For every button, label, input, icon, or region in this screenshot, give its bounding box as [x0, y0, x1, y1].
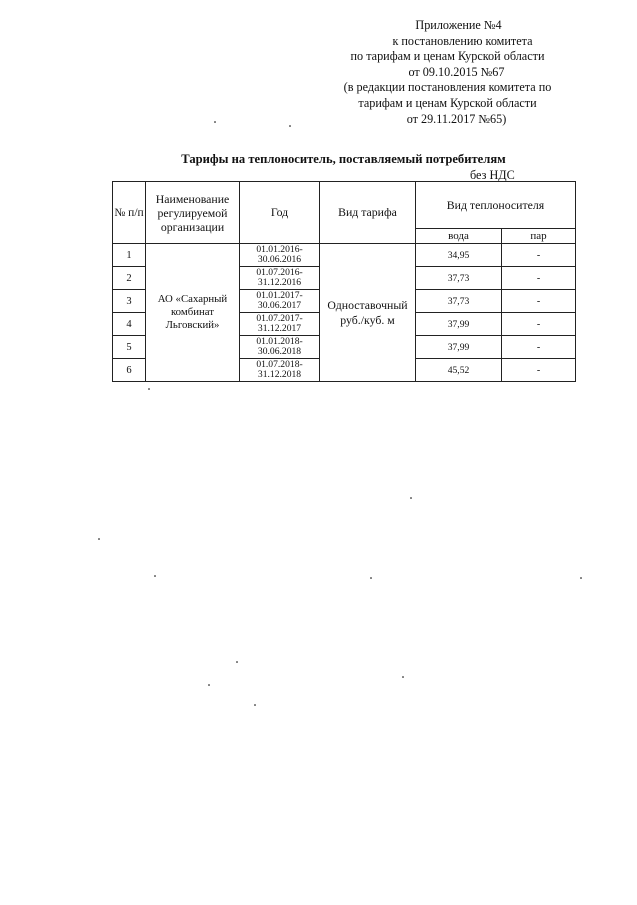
steam-tariff: - — [502, 244, 576, 267]
row-num: 4 — [113, 313, 146, 336]
header-line: Приложение №4 — [415, 18, 502, 32]
period-end: 31.12.2016 — [257, 277, 302, 288]
header-tariff-type: Вид тарифа — [320, 182, 416, 244]
scan-speck — [214, 121, 216, 123]
header-line: по тарифам и ценам Курской области — [350, 49, 545, 64]
header-organization: Наименование регулируемой организации — [146, 182, 240, 244]
scan-speck — [410, 497, 412, 499]
header-line: от 29.11.2017 №65) — [406, 111, 507, 126]
water-tariff: 45,52 — [416, 359, 502, 382]
steam-tariff: - — [502, 313, 576, 336]
scan-speck — [208, 684, 210, 686]
scan-speck — [98, 538, 100, 540]
row-period — [240, 267, 320, 290]
header-water: вода — [416, 229, 502, 244]
row-period — [240, 336, 320, 359]
scan-speck — [236, 661, 238, 663]
header-line: (в редакции постановления комитета по — [343, 80, 552, 95]
period-end: 30.06.2016 — [257, 254, 302, 265]
period-start: 01.01.2016- — [256, 243, 303, 255]
period-start: 01.01.2018- — [256, 335, 303, 347]
header-line: тарифам и ценам Курской области — [358, 95, 537, 110]
tariff-table — [112, 181, 576, 382]
water-tariff: 37,73 — [416, 267, 502, 290]
water-tariff: 37,99 — [416, 336, 502, 359]
row-period — [240, 359, 320, 382]
period-end: 31.12.2017 — [257, 323, 302, 334]
water-tariff: 37,99 — [416, 313, 502, 336]
period-end: 30.06.2017 — [257, 300, 302, 311]
water-tariff: 34,95 — [416, 244, 502, 267]
scan-speck — [254, 704, 256, 706]
steam-tariff: - — [502, 290, 576, 313]
period-end: 31.12.2018 — [257, 369, 302, 380]
row-num: 6 — [113, 359, 146, 382]
tariff-type: Одноставочный руб./куб. м — [320, 244, 416, 382]
scan-speck — [370, 577, 372, 579]
period-start: 01.01.2017- — [256, 289, 303, 301]
row-num: 3 — [113, 290, 146, 313]
steam-tariff: - — [502, 359, 576, 382]
row-period — [240, 244, 320, 267]
scan-speck — [289, 125, 291, 127]
water-tariff: 37,73 — [416, 290, 502, 313]
vat-note: без НДС — [470, 168, 515, 182]
appendix-header — [320, 18, 575, 127]
header-line: к постановлению комитета — [392, 33, 533, 48]
period-start: 01.07.2018- — [256, 358, 303, 370]
scan-speck — [154, 575, 156, 577]
period-start: 01.07.2017- — [256, 312, 303, 324]
header-steam: пар — [502, 229, 576, 244]
scan-speck — [148, 388, 150, 390]
row-period — [240, 313, 320, 336]
header-year: Год — [240, 182, 320, 244]
period-end: 30.06.2018 — [257, 346, 302, 357]
period-start: 01.07.2016- — [256, 266, 303, 278]
steam-tariff: - — [502, 336, 576, 359]
scan-speck — [580, 577, 582, 579]
header-carrier: Вид теплоносителя — [416, 182, 576, 229]
table-row — [113, 244, 576, 267]
table-header-row — [113, 182, 576, 229]
organization-name: АО «Сахарный комбинат Льговский» — [146, 244, 240, 382]
row-num: 2 — [113, 267, 146, 290]
steam-tariff: - — [502, 267, 576, 290]
document-title: Тарифы на теплоноситель, поставляемый потребителям — [181, 152, 506, 166]
row-num: 5 — [113, 336, 146, 359]
row-period — [240, 290, 320, 313]
header-num: № п/п — [113, 182, 146, 244]
scan-speck — [402, 676, 404, 678]
row-num: 1 — [113, 244, 146, 267]
header-line: от 09.10.2015 №67 — [408, 64, 505, 79]
